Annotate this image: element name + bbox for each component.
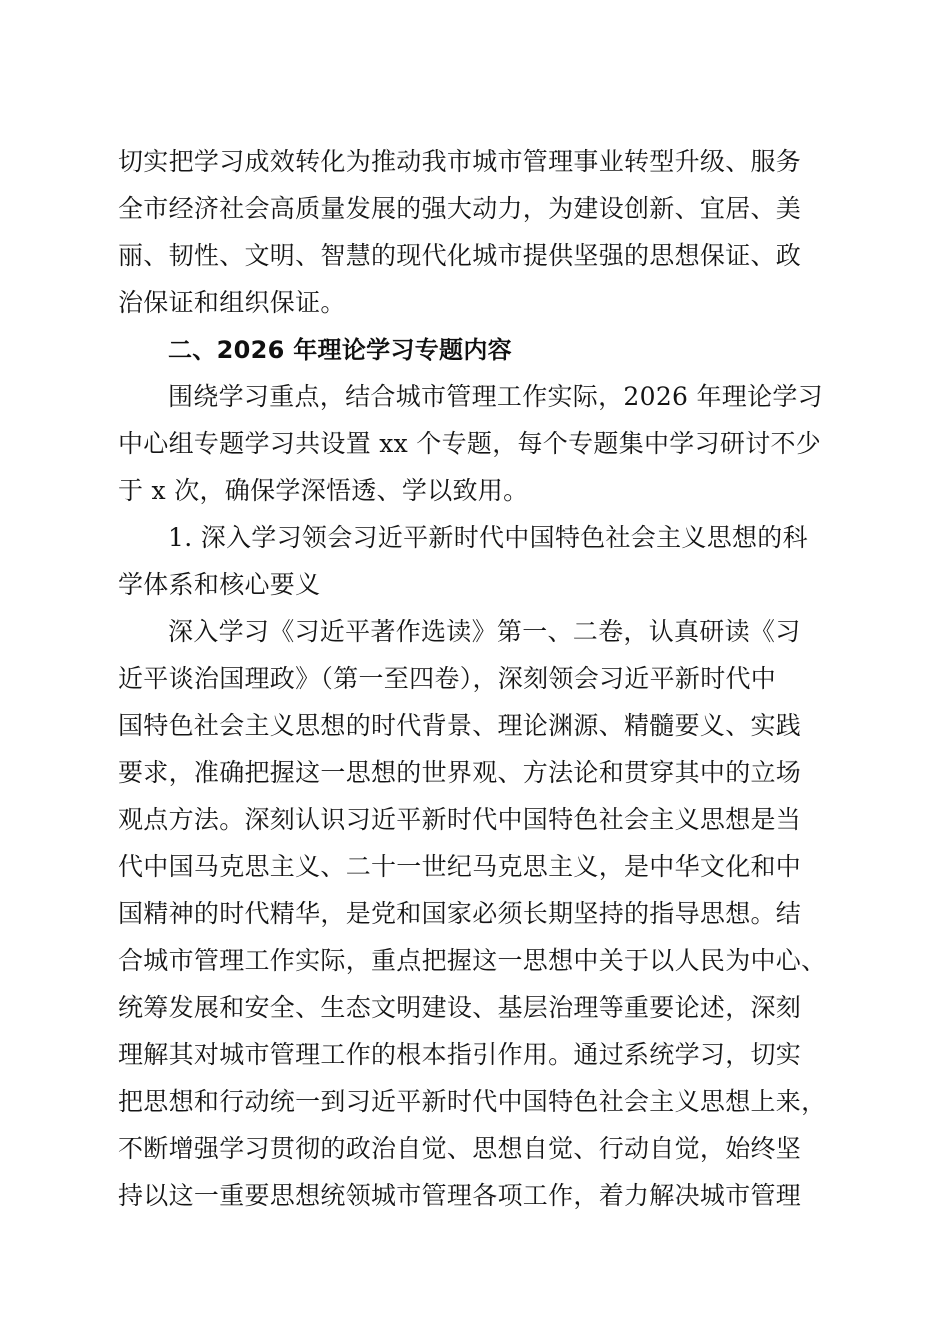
paragraph-line: 观点方法。深刻认识习近平新时代中国特色社会主义思想是当 (118, 805, 802, 834)
paragraph-line: 统筹发展和安全、生态文明建设、基层治理等重要论述，深刻 (118, 993, 802, 1022)
paragraph-line: 不断增强学习贯彻的政治自觉、思想自觉、行动自觉，始终坚 (118, 1134, 802, 1163)
paragraph-line: 中心组专题学习共设置 xx 个专题，每个专题集中学习研讨不少 (118, 429, 822, 458)
paragraph-line: 持以这一重要思想统领城市管理各项工作，着力解决城市管理 (118, 1181, 802, 1210)
paragraph-line: 切实把学习成效转化为推动我市城市管理事业转型升级、服务 (118, 147, 802, 176)
paragraph-line: 合城市管理工作实际，重点把握这一思想中关于以人民为中心、 (118, 946, 827, 975)
topic-title-line: 学体系和核心要义 (118, 570, 321, 599)
paragraph-line: 代中国马克思主义、二十一世纪马克思主义，是中华文化和中 (118, 852, 802, 881)
paragraph-line: 理解其对城市管理工作的根本指引作用。通过系统学习，切实 (118, 1040, 802, 1069)
paragraph-line: 近平谈治国理政》（第一至四卷），深刻领会习近平新时代中 (118, 664, 777, 693)
paragraph-line: 国精神的时代精华，是党和国家必须长期坚持的指导思想。结 (118, 899, 802, 928)
section-heading: 二、2026 年理论学习专题内容 (168, 336, 512, 364)
paragraph-line: 国特色社会主义思想的时代背景、理论渊源、精髓要义、实践 (118, 711, 802, 740)
paragraph-line: 把思想和行动统一到习近平新时代中国特色社会主义思想上来， (118, 1087, 827, 1116)
paragraph-line: 围绕学习重点，结合城市管理工作实际，2026 年理论学习 (168, 382, 823, 411)
paragraph-line: 全市经济社会高质量发展的强大动力，为建设创新、宜居、美 (118, 194, 802, 223)
paragraph-line: 要求，准确把握这一思想的世界观、方法论和贯穿其中的立场 (118, 758, 802, 787)
paragraph-line: 深入学习《习近平著作选读》第一、二卷，认真研读《习 (168, 617, 801, 646)
topic-title-line: 1. 深入学习领会习近平新时代中国特色社会主义思想的科 (168, 523, 808, 552)
paragraph-line: 治保证和组织保证。 (118, 288, 346, 317)
paragraph-line: 丽、韧性、文明、智慧的现代化城市提供坚强的思想保证、政 (118, 241, 802, 270)
paragraph-line: 于 x 次，确保学深悟透、学以致用。 (118, 476, 529, 505)
